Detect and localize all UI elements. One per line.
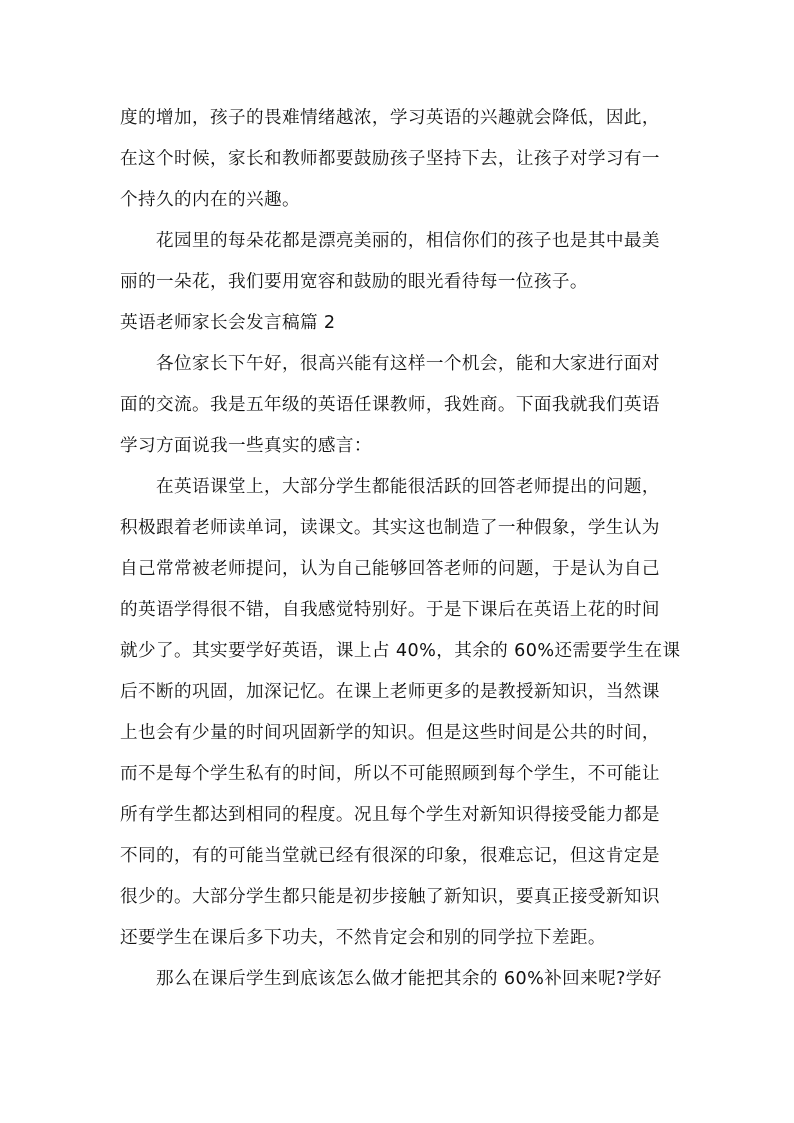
paragraph-line-16: 上也会有少量的时间巩固新学的知识。但是这些时间是公共的时间，: [120, 723, 660, 743]
paragraph-line-7: 各位家长下午好，很高兴能有这样一个机会，能和大家进行面对: [156, 354, 660, 374]
paragraph-line-9: 学习方面说我一些真实的感言：: [120, 436, 372, 456]
paragraph-line-8: 面的交流。我是五年级的英语任课教师，我姓商。下面我就我们英语: [120, 395, 660, 415]
paragraph-line-2: 在这个时候，家长和教师都要鼓励孩子坚持下去，让孩子对学习有一: [120, 149, 660, 169]
paragraph-line-20: 很少的。大部分学生都只能是初步接触了新知识，要真正接受新知识: [120, 887, 660, 907]
paragraph-line-11: 积极跟着老师读单词，读课文。其实这也制造了一种假象，学生认为: [120, 518, 660, 538]
paragraph-line-18: 所有学生都达到相同的程度。况且每个学生对新知识得接受能力都是: [120, 805, 660, 825]
paragraph-line-4: 花园里的每朵花都是漂亮美丽的，相信你们的孩子也是其中最美: [156, 231, 660, 251]
paragraph-line-15: 后不断的巩固，加深记忆。在课上老师更多的是教授新知识，当然课: [120, 682, 660, 702]
section-heading: 英语老师家长会发言稿篇 2: [120, 313, 336, 333]
paragraph-line-14: 就少了。其实要学好英语，课上占 40%，其余的 60%还需要学生在课: [120, 641, 681, 661]
paragraph-line-5: 丽的一朵花，我们要用宽容和鼓励的眼光看待每一位孩子。: [120, 272, 588, 292]
paragraph-line-19: 不同的，有的可能当堂就已经有很深的印象，很难忘记，但这肯定是: [120, 846, 660, 866]
paragraph-line-22: 那么在课后学生到底该怎么做才能把其余的 60%补回来呢?学好: [156, 969, 662, 989]
paragraph-line-17: 而不是每个学生私有的时间，所以不可能照顾到每个学生，不可能让: [120, 764, 660, 784]
paragraph-line-10: 在英语课堂上，大部分学生都能很活跃的回答老师提出的问题，: [156, 477, 660, 497]
paragraph-line-1: 度的增加，孩子的畏难情绪越浓，学习英语的兴趣就会降低，因此，: [120, 108, 660, 128]
paragraph-line-13: 的英语学得很不错，自我感觉特别好。于是下课后在英语上花的时间: [120, 600, 660, 620]
paragraph-line-12: 自己常常被老师提问，认为自己能够回答老师的问题，于是认为自己: [120, 559, 660, 579]
paragraph-line-3: 个持久的内在的兴趣。: [120, 190, 300, 210]
paragraph-line-21: 还要学生在课后多下功夫，不然肯定会和别的同学拉下差距。: [120, 928, 606, 948]
